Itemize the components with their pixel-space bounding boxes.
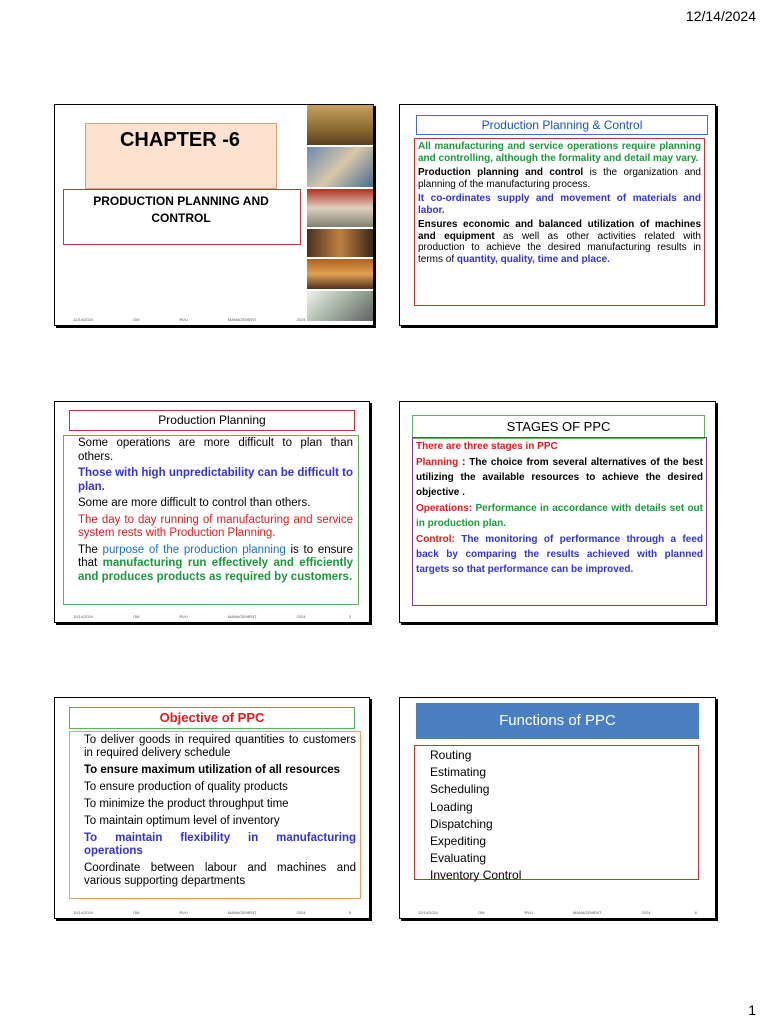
slide-5	[54, 697, 370, 919]
paragraph: It co-ordinates supply and movement of materials and labor.	[418, 193, 701, 216]
slide-title: Functions of PPC	[416, 703, 699, 739]
building-photo	[307, 259, 373, 289]
paragraph: Some operations are more difficult to plan than others.	[78, 437, 353, 463]
slide-body	[414, 138, 705, 306]
slide-body	[414, 745, 699, 883]
slide-1	[54, 104, 374, 326]
list-item: Loading	[430, 799, 473, 814]
slide-title: Production Planning	[69, 410, 355, 431]
list-item: To minimize the product throughput time	[84, 798, 289, 810]
paragraph: Control: The monitoring of performance through a feed back by comparing the results achieved with planned targets so that performance can be improved.	[416, 534, 703, 575]
slide-title: Production Planning & Control	[416, 115, 708, 135]
slide-4	[399, 401, 716, 623]
list-item: To maintain flexibility in manufacturing operations	[84, 832, 356, 857]
list-item: Inventory Control	[430, 868, 522, 883]
slide-3	[54, 401, 370, 623]
paragraph: All manufacturing and service operations require planning and controlling, although the formality and detail may vary.	[418, 141, 701, 164]
list-item: To maintain optimum level of inventory	[84, 815, 280, 827]
list-item: To deliver goods in required quantities to customers in required delivery schedule	[84, 734, 356, 759]
slide-body	[69, 731, 361, 899]
paragraph: The purpose of the production planning is to ensure that manufacturing run effectively and efficiently and produces products as required by customers.	[78, 543, 353, 583]
paragraph: The day to day running of manufacturing and service system rests with Production Planning.	[78, 513, 353, 539]
slide-6	[399, 697, 716, 919]
paragraph: Operations: Performance in accordance with details set out in production plan.	[416, 503, 703, 529]
chapter-subtitle: PRODUCTION PLANNING AND CONTROL	[93, 194, 269, 225]
paragraph: There are three stages in PPC	[416, 441, 558, 452]
list-item: Scheduling	[430, 782, 490, 797]
paragraph: Production planning and control is the organization and planning of the manufacturing process.	[418, 167, 701, 190]
slide-title: STAGES OF PPC	[412, 415, 705, 439]
list-item: Routing	[430, 748, 472, 762]
paragraph: Those with high unpredictability can be difficult to plan.	[78, 467, 353, 493]
list-item: Expediting	[430, 834, 487, 849]
paragraph: Ensures economic and balanced utilization of machines and equipment as well as other activities related with production to achieve the desired manufacturing results in terms of quantity, quality, time and place.	[418, 219, 701, 265]
photo-strip	[307, 105, 373, 321]
page-date: 12/14/2024	[685, 8, 756, 24]
slide-title: Objective of PPC	[69, 707, 355, 729]
slide-2	[399, 104, 716, 326]
list-item: To ensure production of quality products	[84, 781, 288, 793]
list-item: Dispatching	[430, 816, 493, 831]
factory-machinery-photo	[307, 189, 373, 227]
slide-body	[412, 437, 707, 606]
slide-footer: 12/14/2024 OM RVU MANAGEMENT 2024	[73, 317, 306, 322]
page-number: 1	[748, 1002, 756, 1018]
paragraph: Some are more difficult to control than others.	[78, 497, 311, 509]
wheat-field-photo	[307, 105, 373, 145]
list-item: Coordinate between labour and machines and various supporting departments	[84, 862, 356, 887]
chapter-title: CHAPTER -6	[119, 129, 240, 151]
shop-interior-photo	[307, 229, 373, 257]
list-item: To ensure maximum utilization of all resources	[84, 764, 341, 776]
list-item: Evaluating	[430, 851, 487, 866]
list-item: Estimating	[430, 765, 487, 780]
paragraph: Planning : The choice from several alternatives of the best utilizing the available resources to achieve the desired objective .	[416, 457, 703, 498]
slide-footer: 12/14/2024 OM RVU MANAGEMENT 2024 5	[73, 910, 351, 915]
slide-footer: 12/14/2024 OM RVU MANAGEMENT 2024 6	[418, 910, 697, 915]
slide-body	[63, 435, 359, 605]
worker-photo	[307, 147, 373, 187]
slide-footer: 12/14/2024 OM RVU MANAGEMENT 2024 3	[73, 614, 351, 619]
